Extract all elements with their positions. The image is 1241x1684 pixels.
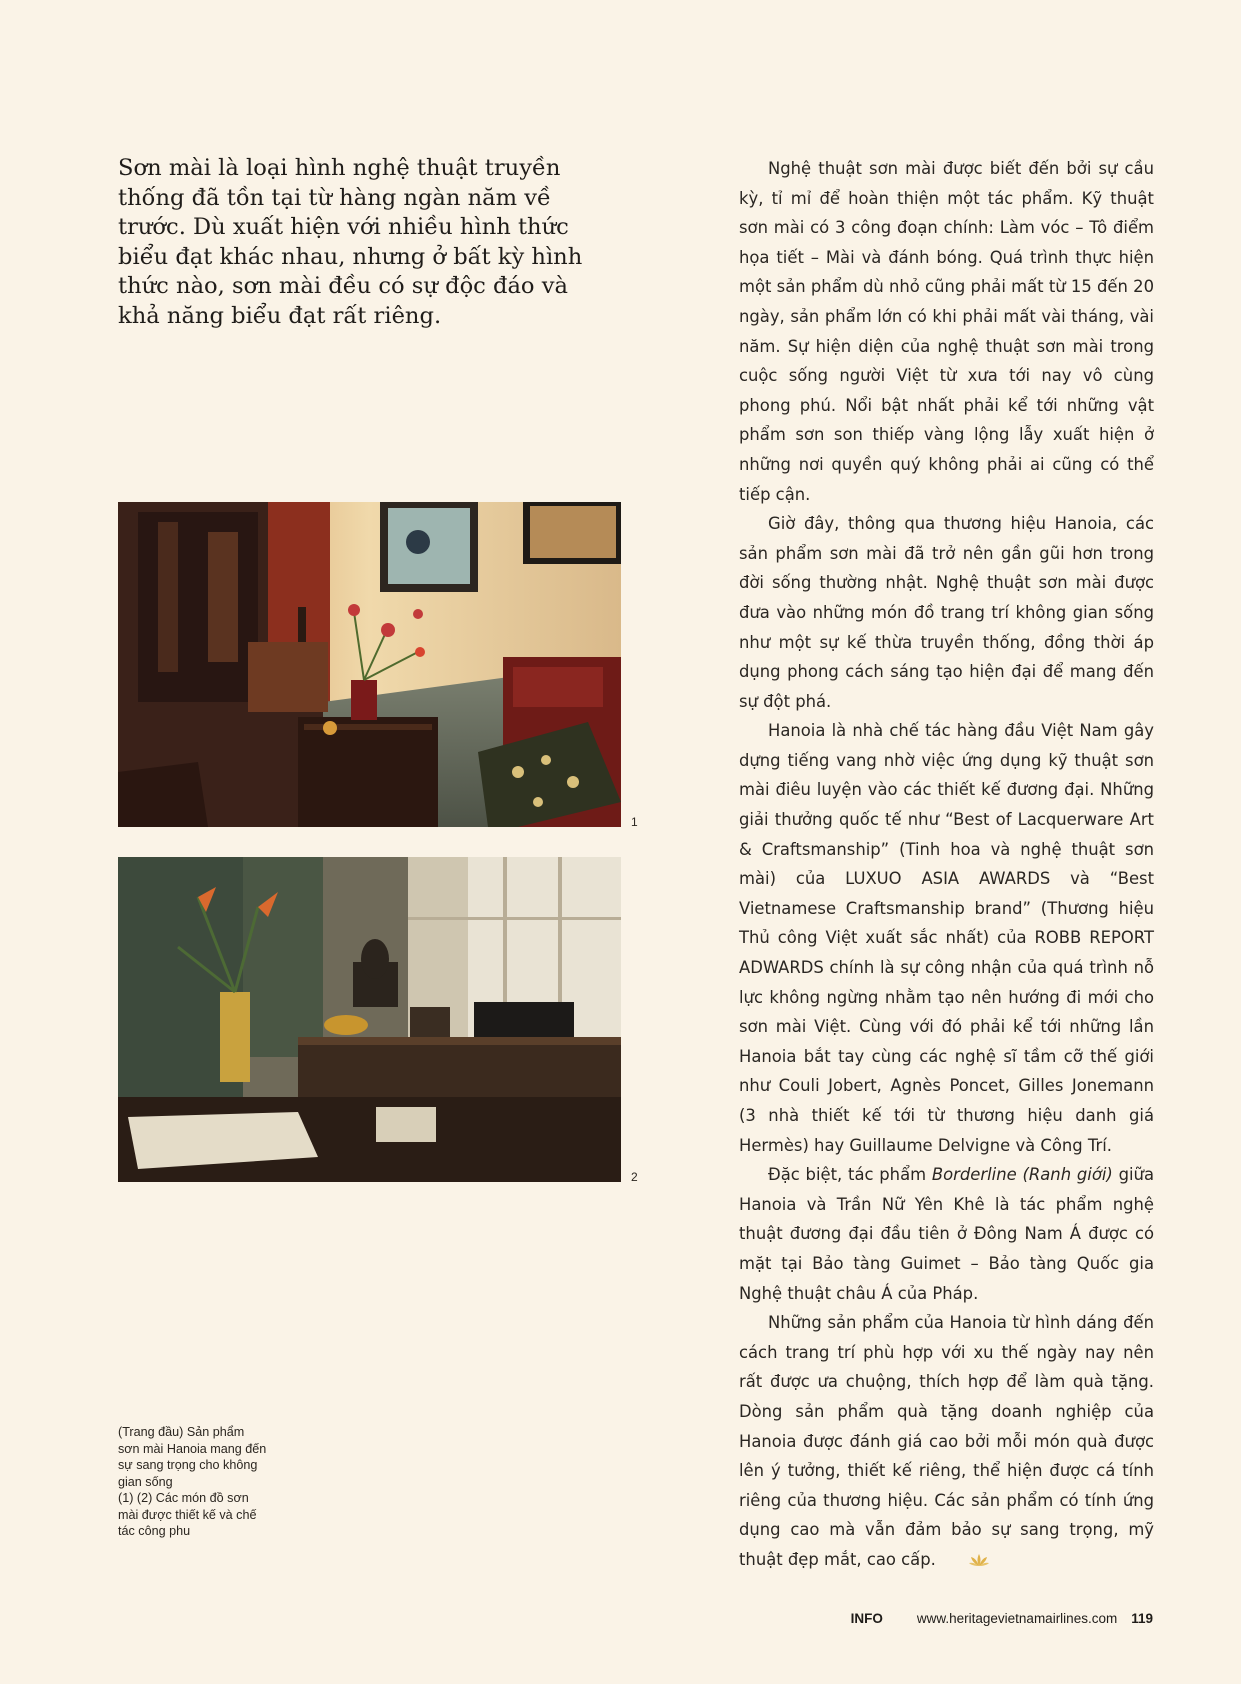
- artwork-title: Borderline (Ranh giới): [931, 1165, 1113, 1185]
- footer-section: INFO: [850, 1611, 883, 1626]
- photo-caption: [118, 1424, 268, 1540]
- photo-living-room: [118, 502, 621, 827]
- footer-url[interactable]: www.heritagevietnamairlines.com: [916, 1611, 1118, 1626]
- page-number: 119: [1131, 1611, 1153, 1626]
- body-paragraph: [739, 1308, 1154, 1576]
- figure-number-2: 2: [631, 1170, 638, 1184]
- caption-line-lead: (Trang đầu) Sản phẩm sơn mài Hanoia mang đến sự sang trọng cho không gian sống: [118, 1425, 267, 1489]
- photo-study-room: [118, 857, 621, 1182]
- body-text: Đặc biệt, tác phẩm: [768, 1165, 932, 1185]
- body-paragraph: Hanoia là nhà chế tác hàng đầu Việt Nam gây dựng tiếng vang nhờ việc ứng dụng kỹ thuật sơn mài điêu luyện vào các thiết kế đương đại. Những giải thưởng quốc tế như “Best of Lacquerware Art & Craftsmanship” (Tinh hoa và nghệ thuật sơn mài) của LUXUO ASIA AWARDS và “Best Vietnamese Craftsmanship brand” (Thương hiệu Thủ công Việt xuất sắc nhất) của ROBB REPORT ADWARDS chính là sự công nhận của quá trình nỗ lực không ngừng nhằm tạo nên hướng đi mới cho sơn mài Việt. Cùng với đó phải kể tới những lần Hanoia bắt tay cùng các nghệ sĩ tầm cỡ thế giới như Couli Jobert, Agnès Poncet, Gilles Jonemann (3 nhà thiết kế tới từ thương hiệu danh giá Hermès) hay Guillaume Delvigne và Công Trí.: [739, 721, 1154, 1155]
- figure-number-1: 1: [631, 815, 638, 829]
- body-text: Những sản phẩm của Hanoia từ hình dáng đến cách trang trí phù hợp với xu thế ngày nay nên rất được ưa chuộng, thích hợp để làm quà tặng. Dòng sản phẩm quà tặng doanh nghiệp của Hanoia được đánh giá cao bởi mỗi món quà được lên ý tưởng, thiết kế riêng, thể hiện được cá tính riêng của thương hiệu. Các sản phẩm có tính ứng dụng cao mà vẫn đảm bảo sự sang trọng, mỹ thuật đẹp mắt, cao cấp.: [739, 1313, 1154, 1569]
- body-paragraph: Nghệ thuật sơn mài được biết đến bởi sự cầu kỳ, tỉ mỉ để hoàn thiện một tác phẩm. Kỹ thuật sơn mài có 3 công đoạn chính: Làm vóc – Tô điểm họa tiết – Mài và đánh bóng. Quá trình thực hiện một sản phẩm dù nhỏ cũng phải mất từ 15 đến 20 ngày, sản phẩm lớn có khi phải mất vài tháng, vài năm. Sự hiện diện của nghệ thuật sơn mài trong cuộc sống người Việt từ xưa tới nay vô cùng phong phú. Nổi bật nhất phải kể tới những vật phẩm sơn son thiếp vàng lộng lẫy xuất hiện ở những nơi quyền quý không phải ai cũng có thể tiếp cận.: [739, 159, 1154, 504]
- article-body: [739, 154, 1154, 1577]
- body-paragraph: [739, 1160, 1154, 1308]
- body-paragraph: Giờ đây, thông qua thương hiệu Hanoia, các sản phẩm sơn mài đã trở nên gần gũi hơn trong đời sống thường nhật. Nghệ thuật sơn mài được đưa vào những món đồ trang trí không gian sống như một sự kế thừa truyền thống, đồng thời áp dụng phong cách sáng tạo hiện đại để mang đến sự đột phá.: [739, 514, 1154, 711]
- body-text: giữa Hanoia và Trần Nữ Yên Khê là tác phẩm nghệ thuật đương đại đầu tiên ở Đông Nam Á được có mặt tại Bảo tàng Guimet – Bảo tàng Quốc gia Nghệ thuật châu Á của Pháp.: [739, 1165, 1154, 1303]
- page-footer: [851, 1611, 1153, 1626]
- lotus-end-icon: [940, 1547, 989, 1577]
- caption-line-figures: (1) (2) Các món đồ sơn mài được thiết kế và chế tác công phu: [118, 1491, 257, 1538]
- intro-lede: Sơn mài là loại hình nghệ thuật truyền thống đã tồn tại từ hàng ngàn năm về trước. Dù xuất hiện với nhiều hình thức biểu đạt khác nhau, nhưng ở bất kỳ hình thức nào, sơn mài đều có sự độc đáo và khả năng biểu đạt rất riêng.: [118, 155, 583, 329]
